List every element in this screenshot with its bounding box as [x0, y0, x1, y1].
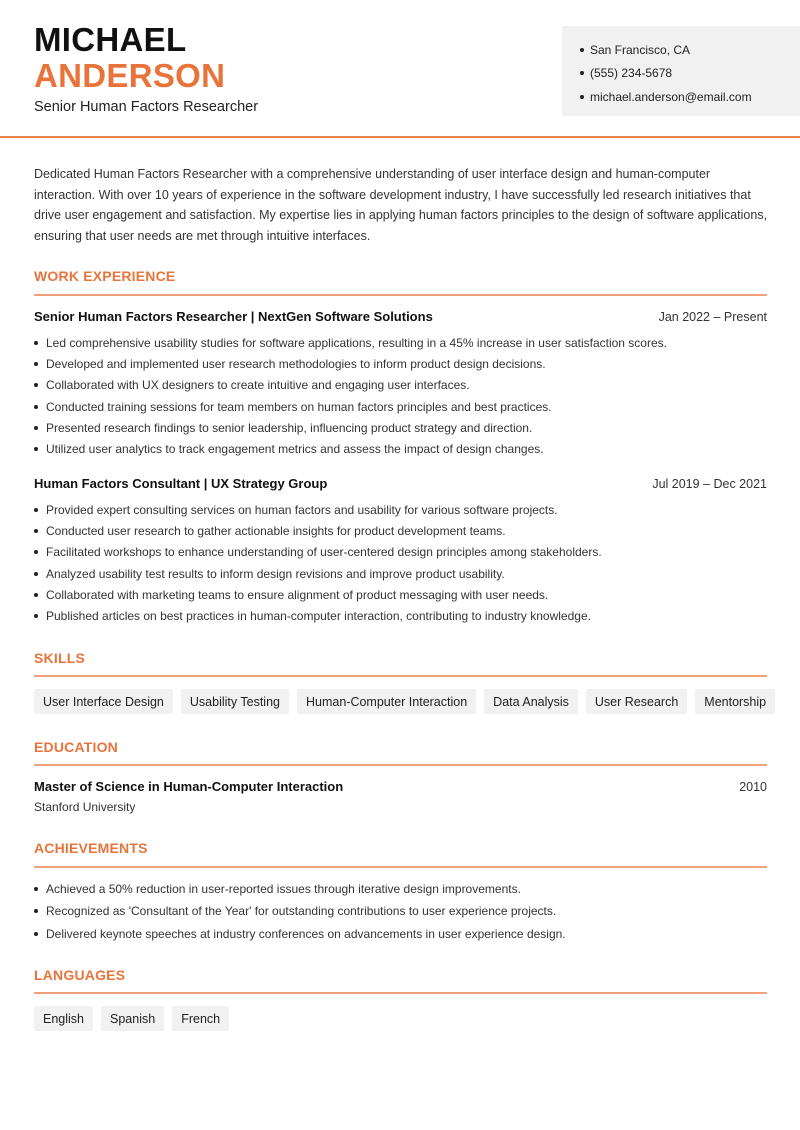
- bullet-icon: [34, 932, 38, 936]
- section-divider: [34, 764, 767, 766]
- bullet-text: Utilized user analytics to track engagement metrics and assess the impact of design changes.: [46, 442, 544, 457]
- bullet-text: Conducted training sessions for team members on human factors principles and best practices.: [46, 399, 552, 414]
- list-item: [34, 396, 774, 417]
- job-role: Senior Human Factors Researcher | NextGen Software Solutions: [34, 309, 433, 324]
- job-header: [34, 476, 767, 491]
- resume-header: [0, 0, 800, 138]
- job-dates: Jul 2019 – Dec 2021: [652, 477, 767, 491]
- job-role: Human Factors Consultant | UX Strategy Group: [34, 476, 328, 491]
- bullet-icon: [34, 593, 38, 597]
- job-bullets: [34, 499, 774, 627]
- contact-email: [580, 85, 800, 109]
- job-header: [34, 309, 767, 324]
- language-chip: Spanish: [101, 1006, 164, 1031]
- contact-phone: [580, 62, 800, 86]
- bullet-icon: [34, 383, 38, 387]
- bullet-text: Developed and implemented user research methodologies to inform product design decisions.: [46, 356, 546, 371]
- bullet-icon: [34, 362, 38, 366]
- list-item: [34, 584, 774, 605]
- bullet-icon: [34, 447, 38, 451]
- bullet-text: Led comprehensive usability studies for software applications, resulting in a 45% increase in user satisfaction scores.: [46, 335, 667, 350]
- list-item: [34, 563, 774, 584]
- section-title-achievements: ACHIEVEMENTS: [34, 840, 148, 856]
- bullet-icon: [580, 48, 584, 52]
- achievements-list: [34, 878, 774, 945]
- contact-location: [580, 38, 800, 62]
- bullet-icon: [580, 95, 584, 99]
- job-bullets: [34, 332, 774, 460]
- location-text: San Francisco, CA: [590, 42, 691, 57]
- bullet-text: Collaborated with UX designers to create intuitive and engaging user interfaces.: [46, 378, 470, 393]
- language-chip: English: [34, 1006, 93, 1031]
- skill-chip: User Research: [586, 689, 687, 714]
- job-title: Senior Human Factors Researcher: [34, 99, 259, 115]
- skills-list: [34, 689, 775, 714]
- bullet-icon: [34, 614, 38, 618]
- section-title-education: EDUCATION: [34, 739, 118, 755]
- bullet-icon: [34, 341, 38, 345]
- list-item: [34, 417, 774, 438]
- languages-list: [34, 1006, 229, 1031]
- section-divider: [34, 866, 767, 868]
- bullet-text: Facilitated workshops to enhance understanding of user-centered design principles among stakeholders.: [46, 545, 602, 560]
- language-chip: French: [172, 1006, 229, 1031]
- bullet-icon: [580, 71, 584, 75]
- bullet-icon: [34, 529, 38, 533]
- list-item: [34, 438, 774, 459]
- bullet-text: Presented research findings to senior leadership, influencing product strategy and direction.: [46, 420, 533, 435]
- section-title-work: WORK EXPERIENCE: [34, 268, 176, 284]
- list-item: [34, 499, 774, 520]
- list-item: [34, 605, 774, 626]
- list-item: [34, 900, 774, 922]
- skill-chip: Mentorship: [695, 689, 775, 714]
- list-item: [34, 353, 774, 374]
- bullet-text: Recognized as 'Consultant of the Year' for outstanding contributions to user experience projects.: [46, 904, 557, 919]
- list-item: [34, 923, 774, 945]
- bullet-icon: [34, 572, 38, 576]
- school-name: Stanford University: [34, 800, 136, 814]
- phone-text: (555) 234-5678: [590, 66, 673, 81]
- list-item: [34, 375, 774, 396]
- list-item: [34, 878, 774, 900]
- education-header: [34, 779, 767, 794]
- education-year: 2010: [739, 780, 767, 794]
- bullet-text: Delivered keynote speeches at industry conferences on advancements in user experience design.: [46, 926, 566, 941]
- bullet-text: Achieved a 50% reduction in user-reported issues through iterative design improvements.: [46, 882, 521, 897]
- bullet-text: Published articles on best practices in human-computer interaction, contributing to industry knowledge.: [46, 609, 591, 624]
- contact-box: [562, 26, 800, 116]
- list-item: [34, 520, 774, 541]
- bullet-icon: [34, 405, 38, 409]
- skill-chip: Human-Computer Interaction: [297, 689, 476, 714]
- first-name: MICHAEL: [34, 21, 187, 58]
- section-title-languages: LANGUAGES: [34, 967, 126, 983]
- bullet-icon: [34, 508, 38, 512]
- last-name: ANDERSON: [34, 57, 226, 94]
- bullet-text: Conducted user research to gather actionable insights for product development teams.: [46, 523, 506, 538]
- section-divider: [34, 294, 767, 296]
- section-divider: [34, 992, 767, 994]
- skill-chip: Usability Testing: [181, 689, 289, 714]
- section-title-skills: SKILLS: [34, 650, 85, 666]
- email-text: michael.anderson@email.com: [590, 89, 752, 104]
- name-block: [34, 22, 225, 94]
- summary: Dedicated Human Factors Researcher with a comprehensive understanding of user interface design and human-computer interaction. With over 10 years of experience in the software development industry, I have successfully led research initiatives that drive user engagement and satisfaction. My expertise lies in applying human factors principles to the design of software applications, ensuring that user needs are met through intuitive interfaces.: [34, 167, 768, 243]
- bullet-text: Analyzed usability test results to inform design revisions and improve product usability.: [46, 566, 505, 581]
- bullet-icon: [34, 887, 38, 891]
- bullet-icon: [34, 909, 38, 913]
- bullet-icon: [34, 550, 38, 554]
- bullet-text: Provided expert consulting services on human factors and usability for various software projects.: [46, 502, 558, 517]
- list-item: [34, 542, 774, 563]
- bullet-icon: [34, 426, 38, 430]
- degree: Master of Science in Human-Computer Interaction: [34, 779, 344, 794]
- skill-chip: User Interface Design: [34, 689, 173, 714]
- bullet-text: Collaborated with marketing teams to ensure alignment of product messaging with user needs.: [46, 587, 549, 602]
- list-item: [34, 332, 774, 353]
- section-divider: [34, 675, 767, 677]
- job-dates: Jan 2022 – Present: [658, 310, 767, 324]
- skill-chip: Data Analysis: [484, 689, 578, 714]
